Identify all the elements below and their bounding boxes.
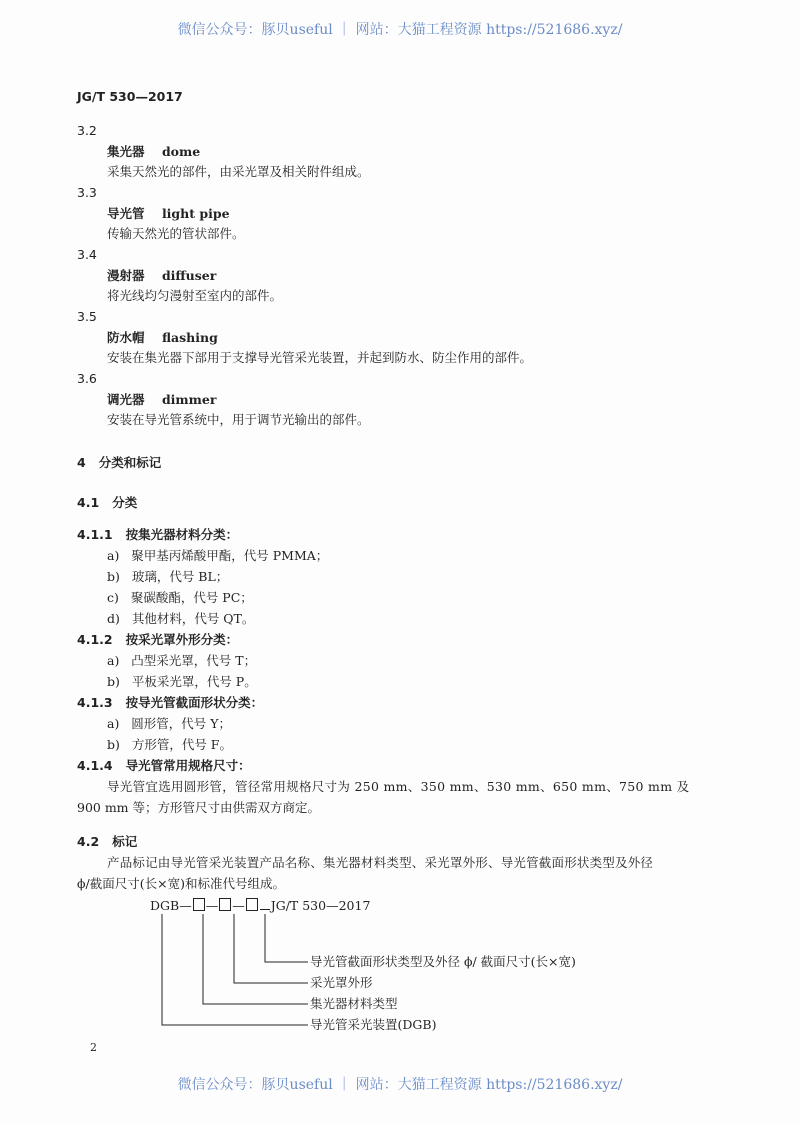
list-item: a) 凸型采光罩，代号 T； <box>107 653 257 668</box>
term-definition: 将光线均匀漫射至室内的部件。 <box>107 288 283 303</box>
paragraph: 900 mm 等；方形管尺寸由供需双方商定。 <box>77 800 321 815</box>
list-item: d) 其他材料，代号 QT。 <box>107 611 255 626</box>
watermark-top: 微信公众号：豚贝useful ｜ 网站：大猫工程资源 https://521686.xyz/ <box>177 22 623 38</box>
list-item: a) 聚甲基丙烯酸甲酯，代号 PMMA； <box>107 548 329 563</box>
term-number: 3.6 <box>77 371 97 386</box>
term-heading: 集光器 dome <box>107 144 201 159</box>
subsection-heading: 4.1.3 按导光管截面形状分类： <box>77 695 264 710</box>
section-4-heading: 4 分类和标记 <box>77 455 162 470</box>
paragraph: 产品标记由导光管采光装置产品名称、集光器材料类型、采光罩外形、导光管截面形状类型及外径 <box>107 855 654 870</box>
section-4-1-4-heading: 4.1.4 导光管常用规格尺寸： <box>77 758 251 773</box>
term-heading: 导光管 light pipe <box>107 206 230 221</box>
marking-format: DGB— — — JG/T 530—2017 <box>150 898 371 913</box>
term-number: 3.2 <box>77 123 97 138</box>
list-item: b) 平板采光罩，代号 P。 <box>107 674 257 689</box>
paragraph: ϕ/截面尺寸(长×宽)和标准代号组成。 <box>77 876 285 891</box>
watermark-bottom: 微信公众号：豚贝useful ｜ 网站：大猫工程资源 https://521686.xyz/ <box>177 1077 623 1093</box>
term-number: 3.4 <box>77 247 97 262</box>
list-item: a) 圆形管，代号 Y； <box>107 716 231 731</box>
list-item: b) 方形管，代号 F。 <box>107 737 232 752</box>
list-item: b) 玻璃，代号 BL； <box>107 569 229 584</box>
subsection-heading: 4.1.1 按集光器材料分类： <box>77 527 239 542</box>
term-definition: 传输天然光的管状部件。 <box>107 226 245 241</box>
section-4-2-heading: 4.2 标记 <box>77 834 138 849</box>
subsection-heading: 4.1.2 按采光罩外形分类： <box>77 632 239 647</box>
term-heading: 防水帽 flashing <box>107 330 218 345</box>
term-definition: 安装在导光管系统中，用于调节光输出的部件。 <box>107 412 370 427</box>
marking-label: 导光管采光装置(DGB) <box>310 1017 437 1032</box>
term-heading: 漫射器 diffuser <box>107 268 217 283</box>
section-4-1-heading: 4.1 分类 <box>77 495 138 510</box>
list-item: c) 聚碳酸酯，代号 PC； <box>107 590 253 605</box>
marking-label: 导光管截面形状类型及外径 ϕ/ 截面尺寸(长×宽) <box>310 954 576 969</box>
page-number: 2 <box>90 1041 97 1054</box>
term-number: 3.3 <box>77 185 97 200</box>
term-number: 3.5 <box>77 309 97 324</box>
marking-label: 集光器材料类型 <box>310 996 398 1011</box>
term-heading: 调光器 dimmer <box>107 392 217 407</box>
term-definition: 安装在集光器下部用于支撑导光管采光装置，并起到防水、防尘作用的部件。 <box>107 350 533 365</box>
running-header: JG/T 530—2017 <box>77 89 183 104</box>
paragraph: 导光管宜选用圆形管，管径常用规格尺寸为 250 mm、350 mm、530 mm、650 mm、750 mm 及 <box>107 779 690 794</box>
marking-label: 采光罩外形 <box>310 975 373 990</box>
term-definition: 采集天然光的部件，由采光罩及相关附件组成。 <box>107 164 370 179</box>
